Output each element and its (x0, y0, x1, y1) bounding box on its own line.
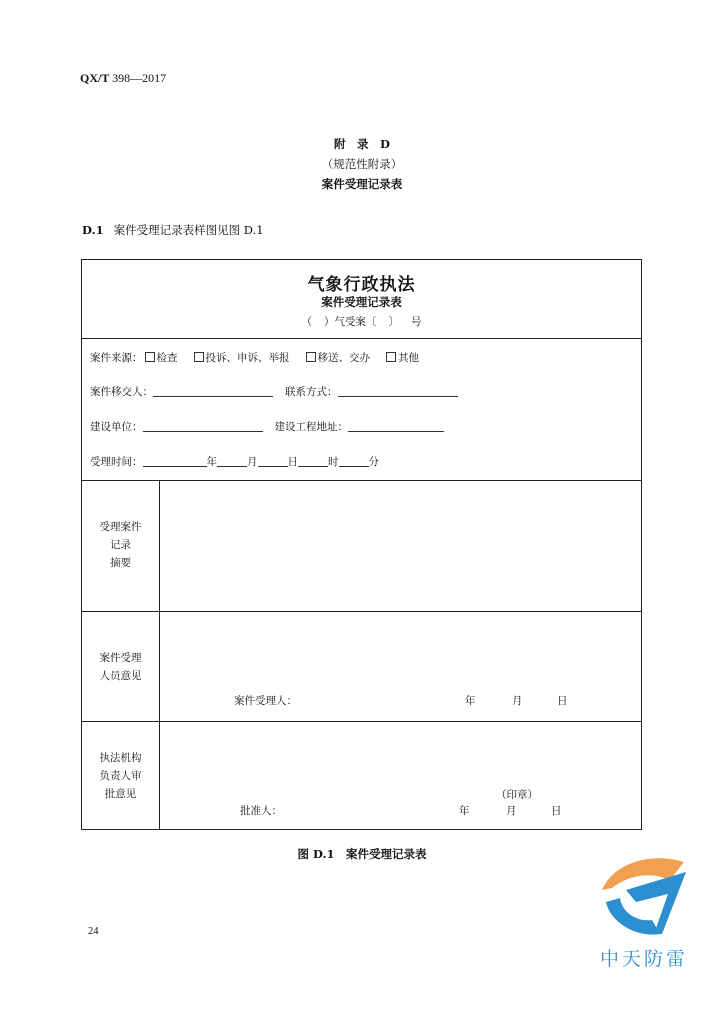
number-paren-open: （ (301, 316, 312, 328)
form-number-line (82, 314, 641, 329)
approval-date-month: 月 (506, 805, 517, 817)
month-field[interactable] (217, 455, 247, 467)
handler-label: 案件受理人： (234, 695, 297, 707)
unit-minute: 分 (368, 456, 379, 468)
page-number: 24 (88, 926, 99, 937)
case-source-row (90, 350, 433, 365)
checkbox-icon[interactable] (194, 352, 204, 362)
divider (82, 721, 641, 722)
approval-label-line: 批意见 (104, 788, 137, 800)
summary-label (82, 518, 159, 572)
source-option-transfer: 移送、交办 (317, 352, 370, 364)
opinion-label (82, 649, 159, 685)
unit-month: 月 (247, 456, 258, 468)
approval-date-year: 年 (459, 805, 470, 817)
transfer-person-label: 案件移交人： (90, 386, 153, 398)
approval-label-line: 负责人审 (99, 770, 142, 782)
transfer-row (90, 384, 458, 399)
checkbox-icon[interactable] (306, 352, 316, 362)
time-row (90, 454, 379, 469)
divider (82, 338, 641, 339)
site-field[interactable] (348, 420, 444, 432)
approval-label-line: 执法机构 (99, 752, 142, 764)
builder-row (90, 419, 444, 434)
checkbox-icon[interactable] (145, 352, 155, 362)
clause-text: 案件受理记录表样图见图 D.1 (113, 223, 264, 237)
unit-hour: 时 (328, 456, 339, 468)
minute-field[interactable] (339, 455, 369, 467)
watermark-text: 中天防雷 (599, 948, 688, 970)
number-mid: ）气受案〔 (324, 316, 377, 328)
transfer-person-field[interactable] (153, 385, 273, 397)
approval-label (82, 749, 159, 803)
summary-label-line: 记录 (110, 539, 131, 551)
clause-d1 (82, 222, 264, 238)
checkbox-icon[interactable] (386, 352, 396, 362)
appendix-title: 附 录 D (334, 137, 390, 151)
hour-field[interactable] (298, 455, 328, 467)
zhongtian-logo-icon (596, 850, 692, 940)
time-label: 受理时间： (90, 456, 143, 468)
source-option-inspection: 检查 (156, 352, 178, 364)
approval-date-day: 日 (551, 805, 562, 817)
clause-number: D.1 (82, 223, 104, 237)
unit-year: 年 (206, 456, 217, 468)
opinion-date-year: 年 (465, 695, 476, 707)
standard-code-number: 398—2017 (112, 71, 167, 85)
unit-day: 日 (287, 456, 298, 468)
appendix-name: 案件受理记录表 (321, 177, 403, 191)
opinion-label-line: 人员意见 (99, 670, 142, 682)
standard-code (80, 71, 166, 86)
opinion-date-month: 月 (512, 695, 523, 707)
case-source-label: 案件来源： (90, 352, 143, 364)
year-field[interactable] (143, 455, 207, 467)
form-subtitle: 案件受理记录表 (321, 295, 402, 309)
form-title: 气象行政执法 (307, 275, 416, 295)
source-option-other: 其他 (398, 352, 419, 364)
logo-blue-swoosh (606, 898, 660, 935)
site-label: 建设工程地址： (274, 421, 348, 433)
appendix-type: （规范性附录） (321, 157, 403, 171)
contact-field[interactable] (338, 385, 458, 397)
divider (82, 611, 641, 612)
summary-label-line: 摘要 (110, 557, 131, 569)
source-option-complaint: 投诉、申诉、举报 (205, 352, 290, 364)
number-suffix: 号 (411, 316, 422, 328)
number-bracket-close: 〕 (388, 316, 399, 328)
case-record-form (81, 259, 642, 830)
summary-field[interactable] (160, 481, 641, 611)
day-field[interactable] (258, 455, 288, 467)
contact-label: 联系方式： (285, 386, 338, 398)
summary-label-line: 受理案件 (99, 521, 142, 533)
builder-field[interactable] (143, 420, 263, 432)
standard-code-prefix: QX/T (80, 71, 110, 85)
approver-label: 批准人： (240, 805, 282, 817)
opinion-date-day: 日 (557, 695, 568, 707)
figure-caption: 图 D.1 案件受理记录表 (297, 847, 427, 861)
seal-text: （印章） (496, 789, 538, 801)
builder-label: 建设单位： (90, 421, 143, 433)
opinion-label-line: 案件受理 (99, 652, 142, 664)
